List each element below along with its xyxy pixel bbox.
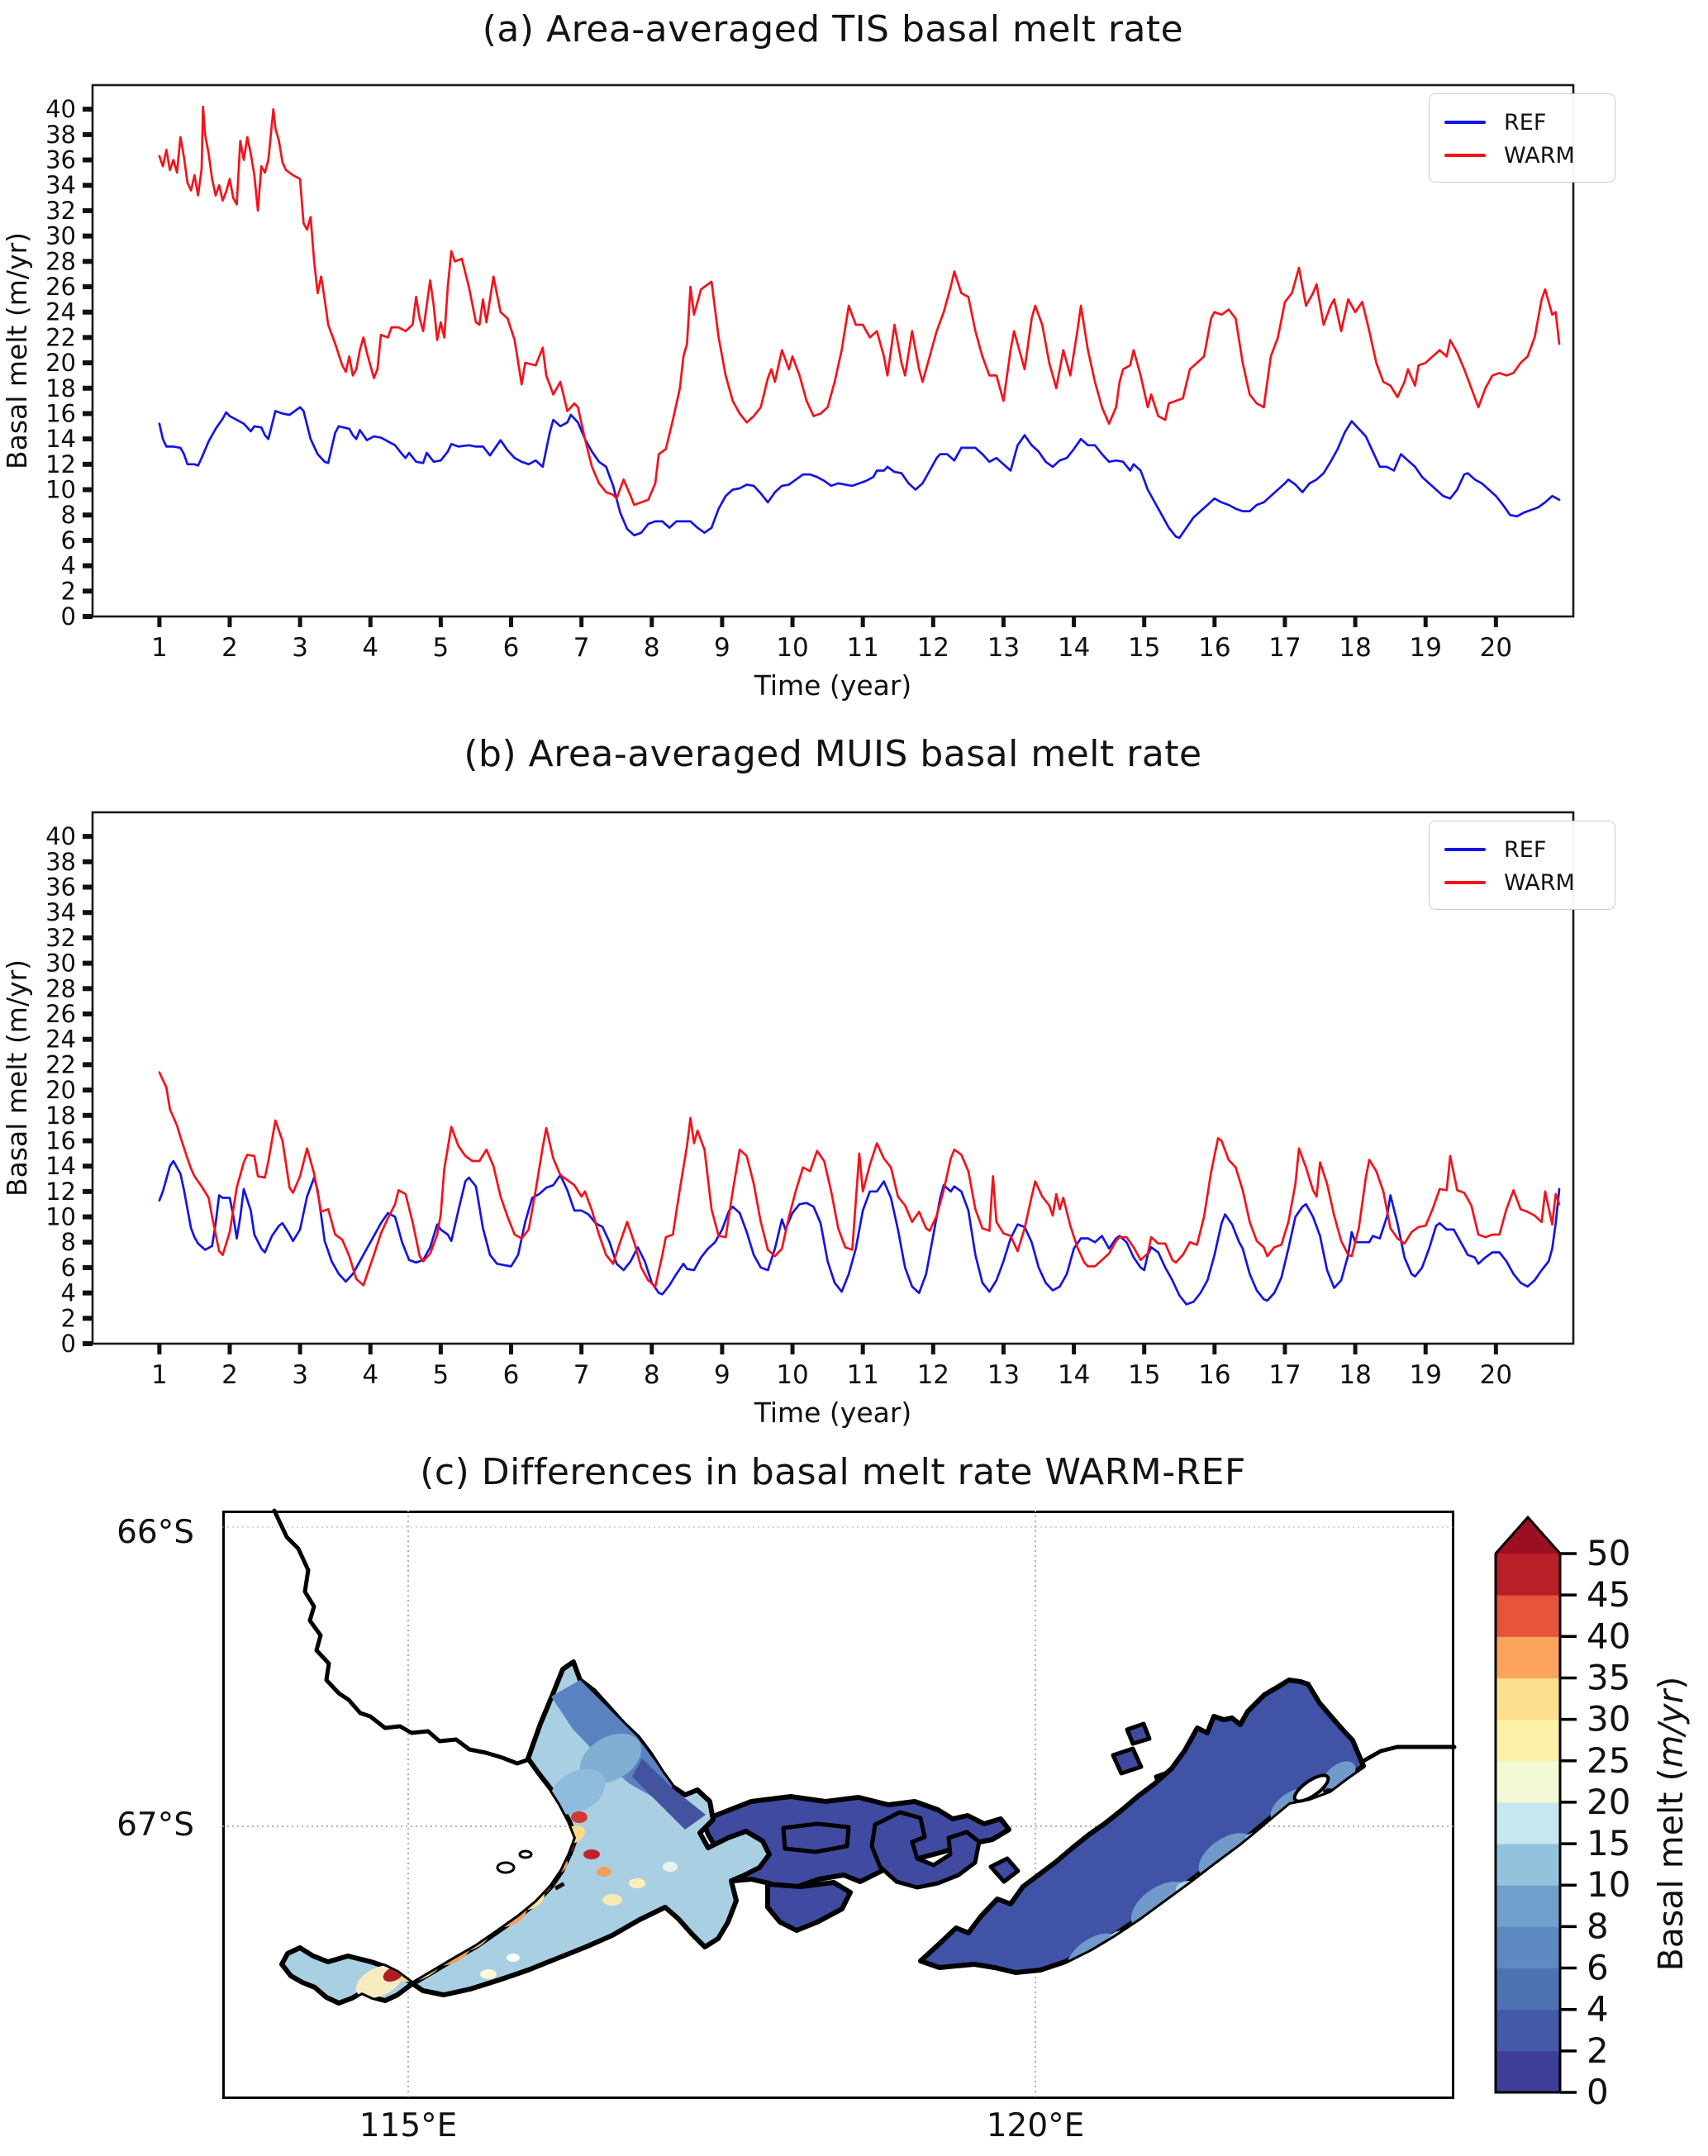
x-tick-label: 19 [1409,633,1442,663]
x-tick-label: 1 [151,1360,168,1390]
x-tick-label: 8 [643,1360,660,1390]
y-tick-label: 36 [45,145,76,174]
colorbar-tick-label: 40 [1587,1616,1631,1657]
colorbar-over-arrow [1496,1517,1560,1554]
series-line-REF [159,1161,1559,1304]
legend-entry-ref [1444,106,1600,139]
panel-b-legend [1429,821,1615,910]
y-axis-label: Basal melt (m/yr) [1,231,33,470]
y-tick-label: 26 [45,1000,76,1029]
x-tick-label: 4 [362,1360,379,1390]
x-tick-label: 8 [643,633,660,663]
panel-c-title: (c) Differences in basal melt rate WARM-REF [420,1451,1246,1493]
y-tick-label: 8 [60,501,76,530]
colorbar-segment [1496,1636,1560,1678]
y-tick-label: 24 [45,1025,76,1054]
x-tick-label: 14 [1057,633,1091,663]
colorbar-tick-label: 6 [1587,1947,1609,1988]
colorbar-tick-label: 45 [1587,1574,1631,1616]
y-tick-label: 4 [60,1278,76,1307]
island [1127,1724,1149,1744]
x-tick-label: 15 [1127,633,1161,663]
colorbar-tick-label: 25 [1587,1740,1631,1781]
x-tick-label: 7 [573,1360,590,1390]
colorbar-tick-label: 0 [1587,2072,1609,2112]
y-tick-label: 12 [45,450,76,478]
y-tick-label: 40 [45,822,76,851]
y-tick-label: 14 [45,425,76,454]
x-tick-label: 12 [916,1360,950,1390]
y-tick-label: 40 [45,95,76,124]
melt-blob-pale [507,1954,520,1962]
x-tick-label: 13 [987,1360,1021,1390]
colorbar-segment [1496,1844,1560,1886]
melt-blob-red [583,1849,600,1859]
y-tick-label: 22 [45,1050,76,1079]
y-tick-label: 0 [60,1330,76,1358]
colorbar-tick-label: 10 [1587,1864,1631,1906]
panel-a-legend [1429,93,1615,183]
x-tick-label: 20 [1479,1360,1513,1390]
lon-label-115e: 115°E [359,2107,458,2144]
x-axis-label: Time (year) [754,1397,912,1429]
colorbar-segment [1496,1595,1560,1637]
y-tick-label: 10 [45,475,76,504]
y-tick-label: 36 [45,873,76,902]
colorbar-tick-label: 2 [1587,2030,1609,2071]
y-tick-label: 28 [45,974,76,1003]
colorbar-segment [1496,1968,1560,2011]
island [783,1824,849,1852]
x-tick-label: 10 [776,633,809,663]
x-tick-label: 10 [776,1360,809,1390]
y-axis-label: Basal melt (m/yr) [1,959,33,1197]
ref-line-swatch [1444,848,1486,851]
melt-blob-pale [663,1862,678,1872]
y-tick-label: 20 [45,349,76,378]
colorbar-segment [1496,1802,1560,1844]
x-tick-label: 3 [292,633,309,663]
y-tick-label: 34 [45,898,76,927]
y-tick-label: 32 [45,196,76,225]
y-tick-label: 12 [45,1177,76,1206]
y-tick-label: 24 [45,297,76,326]
y-tick-label: 26 [45,273,76,302]
x-tick-label: 7 [573,633,590,663]
x-tick-label: 6 [502,1360,520,1390]
x-tick-label: 5 [432,633,450,663]
x-tick-label: 16 [1198,1360,1231,1390]
x-tick-label: 3 [292,1360,309,1390]
legend-label-warm: WARM [1504,142,1575,169]
melt-blob [597,1867,611,1877]
warm-line-swatch [1444,154,1486,157]
colorbar-tick-label: 15 [1587,1823,1631,1864]
colorbar-segment [1496,1761,1560,1803]
colorbar-segment [1496,1885,1560,1927]
legend-label-warm: WARM [1504,869,1575,896]
y-tick-label: 16 [45,1126,76,1155]
colorbar-tick-label: 50 [1587,1533,1631,1573]
x-tick-label: 11 [846,1360,879,1390]
melt-blob-red [571,1811,588,1823]
y-tick-label: 30 [45,221,76,250]
colorbar-tick-label: 20 [1587,1781,1631,1822]
y-tick-label: 10 [45,1202,76,1231]
legend-entry-warm [1444,139,1600,172]
x-tick-label: 15 [1127,1360,1161,1390]
colorbar-tick-label: 30 [1587,1698,1631,1740]
series-line-WARM [159,107,1559,505]
melt-blob-pale [602,1894,622,1906]
x-tick-label: 13 [987,633,1021,663]
y-tick-label: 38 [45,847,76,876]
y-tick-label: 38 [45,120,76,149]
x-tick-label: 6 [502,633,520,663]
plot-frame [93,85,1573,616]
colorbar-segment [1496,1554,1560,1596]
colorbar-segment [1496,2010,1560,2052]
legend-label-ref: REF [1504,836,1547,863]
y-tick-label: 30 [45,949,76,978]
melt-blob-pale [629,1878,645,1888]
colorbar-body [1496,1517,1630,2112]
tis-hole [497,1863,514,1873]
melt-blob-pale [480,1969,497,1979]
y-tick-label: 0 [60,602,76,631]
x-tick-label: 18 [1339,633,1372,663]
ref-line-swatch [1444,121,1486,124]
x-tick-label: 5 [432,1360,450,1390]
series-line-WARM [159,1073,1559,1287]
x-tick-label: 17 [1268,633,1301,663]
x-tick-label: 12 [916,633,950,663]
y-tick-label: 18 [45,1101,76,1130]
y-tick-label: 22 [45,323,76,352]
x-tick-label: 20 [1479,633,1513,663]
colorbar-segment [1496,1720,1560,1762]
lat-label-66s: 66°S [117,1514,194,1551]
colorbar-tick-label: 8 [1587,1906,1609,1947]
colorbar-segment [1496,1926,1560,1968]
y-tick-label: 2 [60,577,76,606]
x-tick-label: 14 [1057,1360,1091,1390]
colorbar-tick-label: 4 [1587,1988,1609,2030]
x-tick-label: 9 [714,633,730,663]
x-tick-label: 18 [1339,1360,1372,1390]
y-tick-label: 18 [45,374,76,402]
y-tick-label: 2 [60,1304,76,1333]
y-tick-label: 4 [60,551,76,580]
warm-line-swatch [1444,881,1486,884]
y-tick-label: 6 [60,1253,76,1282]
colorbar-segment [1496,1678,1560,1720]
y-tick-label: 14 [45,1152,76,1181]
x-tick-label: 16 [1198,633,1231,663]
y-tick-label: 28 [45,247,76,276]
y-tick-label: 32 [45,923,76,952]
panel-b-title: (b) Area-averaged MUIS basal melt rate [464,733,1202,775]
lat-label-67s: 67°S [117,1806,194,1844]
colorbar-segment [1496,2051,1560,2093]
x-axis-label: Time (year) [754,669,912,702]
panel-a-title: (a) Area-averaged TIS basal melt rate [482,8,1184,50]
x-tick-label: 17 [1268,1360,1301,1390]
map-panel [222,1511,1454,2099]
y-tick-label: 20 [45,1076,76,1105]
y-tick-label: 34 [45,171,76,200]
y-tick-label: 8 [60,1228,76,1257]
x-tick-label: 4 [362,633,379,663]
x-tick-label: 11 [846,633,879,663]
lon-label-120e: 120°E [986,2107,1085,2144]
colorbar [1487,1506,1708,2142]
legend-entry-ref [1444,833,1600,866]
series-line-REF [159,407,1559,538]
legend-label-ref: REF [1504,109,1547,136]
y-tick-label: 6 [60,526,76,554]
plot-frame [93,812,1573,1344]
x-tick-label: 2 [221,1360,238,1390]
tis-hole [520,1851,531,1858]
x-tick-label: 1 [151,633,168,663]
y-tick-label: 16 [45,399,76,428]
colorbar-tick-label: 35 [1587,1657,1631,1698]
x-tick-label: 2 [221,633,238,663]
legend-entry-warm [1444,866,1600,899]
x-tick-label: 19 [1409,1360,1442,1390]
x-tick-label: 9 [714,1360,730,1390]
colorbar-label: Basal melt (m/yr) [1651,1676,1691,1972]
